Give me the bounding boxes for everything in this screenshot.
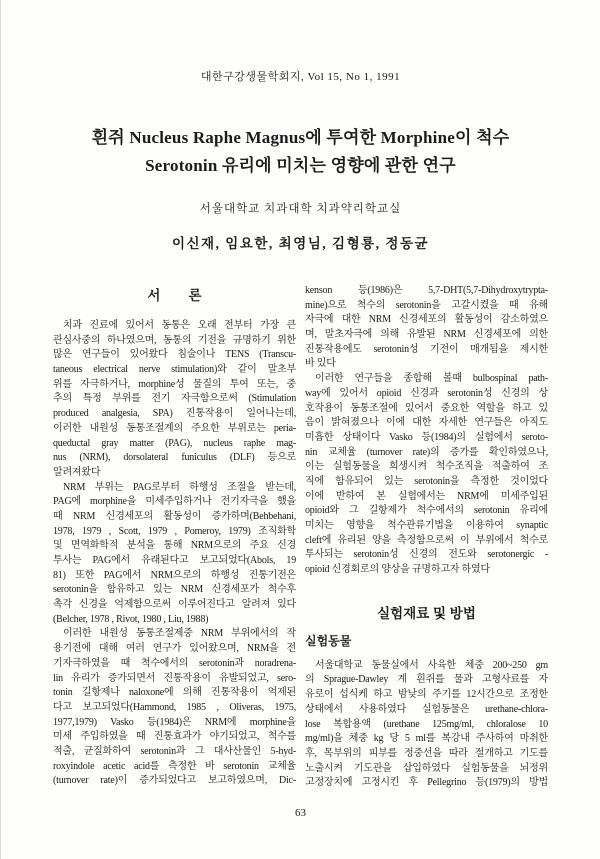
text-line: roxyindole acetic acid를 측정한 바 serotonin 교체율 xyxy=(53,760,296,772)
journal-header: 대한구강생물학회지, Vol 15, No 1, 1991 xyxy=(200,71,401,83)
text-line: 후, 목부위의 피부를 정중선을 따라 절개하고 기도를 xyxy=(305,747,548,759)
text-line: opioid와 그 길항제가 척수에서의 serotonin 유리에 xyxy=(305,505,548,517)
text-line: 미치는 영향을 척수관류기법을 이용하여 synaptic xyxy=(305,520,548,531)
text-line: 자극에 대한 NRM 신경세포의 활동성이 감소하였으 xyxy=(305,314,548,326)
authors-line: 이신재, 임요한, 최영님, 김형룡, 정동균 xyxy=(171,236,430,251)
text-line: 바 있다 xyxy=(305,358,336,370)
text-line: taneous electrical nerve stimulation)와 같이 말초부 xyxy=(53,364,296,376)
text-line: 의 Sprague-Dawley 계 흰쥐를 물과 고형사료를 자 xyxy=(305,674,548,686)
body-columns xyxy=(53,284,548,791)
text-line: lose 복합용액 (urethane 125mg/ml, chloralose 10 xyxy=(305,718,548,730)
intro-heading: 서 론 xyxy=(147,288,202,303)
text-line: 적출, 균질화하여 serotonin과 그 대사산물인 5-hyd- xyxy=(53,745,296,757)
article-title-line2: Serotonin 유리에 미치는 영향에 관한 연구 xyxy=(145,156,456,175)
text-line: mg/ml)을 체중 kg 당 5 ml를 복강내 주사하여 마취한 xyxy=(305,733,548,745)
text-line: 유로이 섭식케 하고 밤낮의 주기를 12시간으로 조정한 xyxy=(305,689,548,701)
text-line: 다고 보고되었다(Hammond, 1985 , Oliveras, 1975, xyxy=(53,701,296,713)
text-line: 이러한 내원성 동통조절제중 NRM 부위에서의 작 xyxy=(63,628,296,640)
text-line: 기자극하였을 때 척수에서의 serotonin과 noradrena- xyxy=(53,657,296,669)
text-line: 및 면역화학적 분석을 통해 NRM으로의 주요 신경 xyxy=(53,540,296,552)
text-line: cleft에 유리된 양을 측정함으로써 이 부위에서 척수로 xyxy=(305,534,548,546)
text-line: 이에 반하여 본 실험에서는 NRM에 미세주입된 xyxy=(305,490,548,502)
text-line: 1977,1979) Vasko 등(1984)은 NRM에 morphine을 xyxy=(53,716,296,728)
text-line: 고정장치에 고정시킨 후 Pellegrino 등(1979)의 방법 xyxy=(305,777,548,789)
text-line: (turnover rate)이 증가되었다고 보고하였으며, Dic- xyxy=(53,775,296,787)
text-line: way에 있어서 opioid 신경과 serotonin성 신경의 상 xyxy=(305,387,548,399)
text-line: serotonin을 함유하고 있는 NRM 신경세포가 척수후 xyxy=(53,584,296,596)
text-line: (Belcher, 1978 , Rivot, 1980 , Liu, 1988) xyxy=(53,613,209,625)
text-line: 미세 주입하였을 때 진통효과가 야기되었고, 척수를 xyxy=(53,731,296,743)
text-line: 며, 말초자극에 의해 유발된 NRM 신경세포에 의한 xyxy=(305,329,548,341)
text-line: lin 유리가 증가되면서 진통작용이 유발되었고, sero- xyxy=(53,672,296,684)
article-title xyxy=(1,124,600,180)
paragraph xyxy=(53,627,296,789)
text-line: kenson 등(1986)은 5,7-DHT(5,7-Dihydroxytrypta- xyxy=(305,285,548,296)
text-line: 알려져왔다 xyxy=(53,466,101,478)
article-title-line1: 흰쥐 Nucleus Raphe Magnus에 투여한 Morphine이 척수 xyxy=(91,128,510,147)
text-line: 직에 함유되어 있는 serotonin을 측정한 것이었다 xyxy=(305,475,548,487)
text-line: 미흡한 상태이다 Vasko 등(1984)의 실험에서 seroto- xyxy=(305,431,548,443)
text-line: produced analgesia, SPA) 진통작용이 일어나는데, xyxy=(53,408,296,420)
text-line: 서울대학교 동물실에서 사육한 체중 200~250 gm xyxy=(315,659,548,671)
text-line: queductal gray matter (PAG), nucleus raphe mag- xyxy=(53,437,296,449)
text-line: opioid 신경회로의 양상을 규명하고자 하였다 xyxy=(305,564,490,576)
paragraph xyxy=(305,372,548,578)
text-line: 81) 또한 PAG에서 NRM으로의 하행성 진통기전은 xyxy=(53,569,296,581)
text-line: mine)으로 척수의 serotonin을 고갈시켰을 때 유해 xyxy=(305,299,548,311)
text-line: 이러한 연구들을 종합해 볼때 bulbospinal path- xyxy=(315,373,548,385)
text-line: 추의 특정 부위를 전기 자극함으로써 (Stimulation xyxy=(53,393,296,405)
text-line: NRM 부위는 PAG로부터 하행성 조절을 받는데, xyxy=(63,481,296,493)
text-line: 음이 밝혀졌으나 이에 대한 자세한 연구들은 아직도 xyxy=(305,417,548,429)
affiliation: 서울대학교 치과대학 치과약리학교실 xyxy=(199,203,402,215)
paragraph xyxy=(53,481,296,628)
text-line: 1978, 1979 , Scott, 1979 , Pomeroy, 1979) 조직화학 xyxy=(53,525,296,537)
right-column xyxy=(305,284,548,791)
text-line: 투사는 PAG에서 유래된다고 보고되었다(Abols, 19 xyxy=(53,555,296,566)
text-line: nin 교체율 (turnover rate)의 증가를 확인하였으나, xyxy=(305,446,548,458)
text-line: 많은 연구들이 있어왔다 침술이나 TENS (Transcu- xyxy=(53,349,296,361)
text-line: 진통작용에도 serotonin성 기전이 매개됨을 제시한 xyxy=(305,343,548,355)
paragraph xyxy=(53,319,296,481)
text-line: 호작용이 동통조절에 있어서 중요한 역할을 하고 있 xyxy=(305,402,548,414)
page-number: 63 xyxy=(295,806,306,819)
left-column xyxy=(53,284,296,791)
paragraph xyxy=(305,659,548,791)
text-line: 촉각 신경을 억제함으로써 이루어진다고 알려져 있다 xyxy=(53,599,296,611)
text-line: PAG에 morphine을 미세주입하거나 전기자극을 했을 xyxy=(53,496,296,508)
text-line: nus (NRM), dorsolateral funiculus (DLF) 등으로 xyxy=(53,452,296,464)
paragraph xyxy=(305,284,548,372)
text-line: 관심사중의 하나였으며, 동통의 기전을 규명하기 위한 xyxy=(53,334,296,346)
text-line: 상태에서 사용하였다 실험동물은 urethane-chlora- xyxy=(305,703,548,715)
animals-subheading: 실험동물 xyxy=(305,633,352,648)
text-line: 투사되는 serotonin성 신경의 전도와 serotonergic - xyxy=(305,549,548,561)
text-line: tonin 길항제나 naloxone에 의해 진통작용이 억제된 xyxy=(53,687,296,699)
text-line: 때 NRM 신경세포의 활동성이 증가하며(Behbehani, xyxy=(53,510,296,522)
text-line: 위를 자극하거나, morphine성 물질의 투여 또는, 중 xyxy=(53,378,296,390)
text-line: 용기전에 대해 여러 연구가 있어왔으며, NRM을 전 xyxy=(53,643,296,655)
text-line: 이러한 내원성 동통조절계의 주요한 부위로는 peria- xyxy=(53,422,296,434)
text-line: 치과 진료에 있어서 동통은 오래 전부터 가장 큰 xyxy=(63,320,296,331)
methods-heading: 실험재료 및 방법 xyxy=(377,605,476,621)
text-line: 노출시켜 기도관을 삽입하였다 실험동물을 뇌정위 xyxy=(305,762,548,774)
text-line: 이는 실험동물을 희생시켜 척수조직을 적출하여 조 xyxy=(305,461,548,473)
